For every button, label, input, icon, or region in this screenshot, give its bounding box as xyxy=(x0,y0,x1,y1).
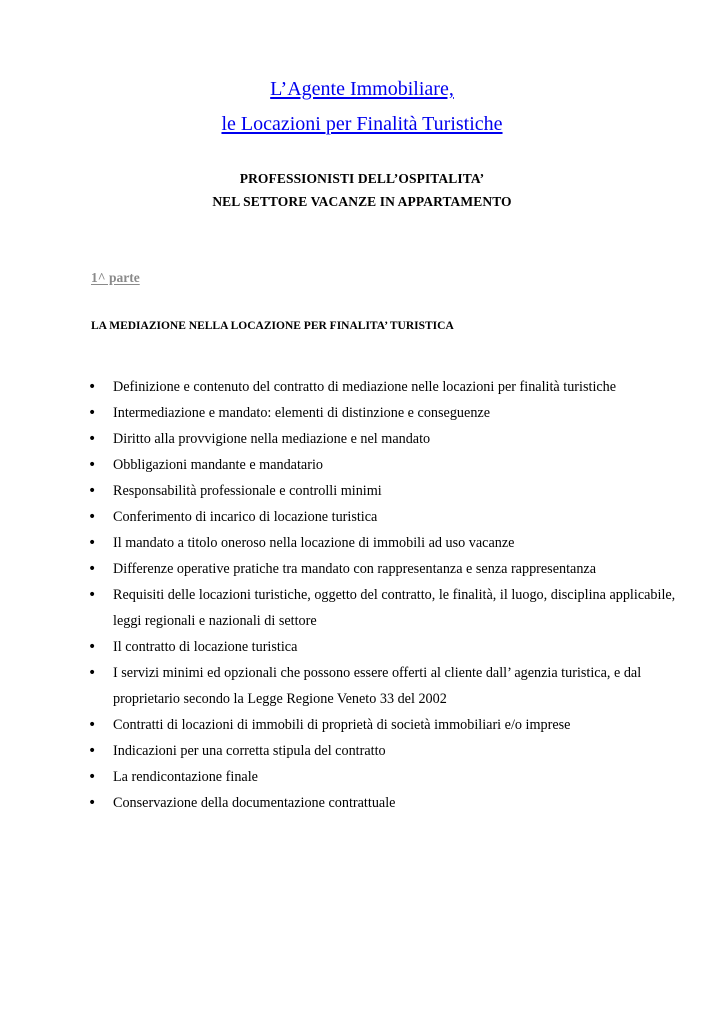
list-item-text: Il contratto di locazione turistica xyxy=(113,639,298,655)
list-item xyxy=(0,374,724,400)
list-item-text: Intermediazione e mandato: elementi di distinzione e conseguenze xyxy=(113,405,491,421)
document-title-line-1[interactable]: L’Agente Immobiliare, xyxy=(270,78,454,100)
list-item xyxy=(0,582,724,634)
bullet-icon: • xyxy=(88,639,97,655)
list-item xyxy=(0,634,724,660)
list-item-text: Indicazioni per una corretta stipula del contratto xyxy=(113,743,386,759)
list-item xyxy=(0,504,724,530)
part-label: 1^ parte xyxy=(91,270,140,285)
list-item xyxy=(0,400,724,426)
bullet-icon: • xyxy=(88,769,97,785)
list-item-text: Responsabilità professionale e controlli minimi xyxy=(113,483,382,499)
list-item xyxy=(0,530,724,556)
bullet-icon: • xyxy=(88,379,97,395)
list-item xyxy=(0,712,724,738)
bullet-icon: • xyxy=(88,535,97,551)
list-item-text: Definizione e contenuto del contratto di mediazione nelle locazioni per finalità turistiche xyxy=(113,379,617,395)
bullet-icon: • xyxy=(88,587,97,603)
list-item xyxy=(0,556,724,582)
bullet-icon: • xyxy=(88,405,97,421)
bullet-icon: • xyxy=(88,483,97,499)
list-item-text: Diritto alla provvigione nella mediazione e nel mandato xyxy=(113,431,431,447)
list-item xyxy=(0,478,724,504)
subtitle-line-1: PROFESSIONISTI DELL’OSPITALITA’ xyxy=(239,171,485,186)
list-item-text: I servizi minimi ed opzionali che possono essere offerti al cliente dall’ agenzia turistica, e dal proprietario secondo la Legge Regione Veneto 33 del 2002 xyxy=(113,665,642,707)
list-item-text: Conferimento di incarico di locazione turistica xyxy=(113,509,378,525)
list-item xyxy=(0,790,724,816)
bullet-icon: • xyxy=(88,431,97,447)
list-item xyxy=(0,452,724,478)
bullet-icon: • xyxy=(88,665,97,681)
list-item xyxy=(0,426,724,452)
bullet-icon: • xyxy=(88,743,97,759)
list-item-text: Requisiti delle locazioni turistiche, oggetto del contratto, le finalità, il luogo, disciplina applicabile, leggi regionali e nazionali di settore xyxy=(113,587,676,629)
section-heading: LA MEDIAZIONE NELLA LOCAZIONE PER FINALITA’ TURISTICA xyxy=(91,320,454,332)
list-item-text: Differenze operative pratiche tra mandato con rappresentanza e senza rappresentanza xyxy=(113,561,597,577)
list-item xyxy=(0,738,724,764)
list-item xyxy=(0,660,724,712)
bullet-icon: • xyxy=(88,509,97,525)
list-item xyxy=(0,764,724,790)
list-item-text: Contratti di locazioni di immobili di proprietà di società immobiliari e/o imprese xyxy=(113,717,571,733)
list-item-text: Conservazione della documentazione contrattuale xyxy=(113,795,396,811)
bullet-icon: • xyxy=(88,795,97,811)
bullet-icon: • xyxy=(88,561,97,577)
list-item-text: Obbligazioni mandante e mandatario xyxy=(113,457,323,473)
bullet-icon: • xyxy=(88,457,97,473)
subtitle-line-2: NEL SETTORE VACANZE IN APPARTAMENTO xyxy=(212,194,512,209)
topics-bullet-list xyxy=(0,374,724,816)
bullet-icon: • xyxy=(88,717,97,733)
list-item-text: La rendicontazione finale xyxy=(113,769,258,785)
list-item-text: Il mandato a titolo oneroso nella locazione di immobili ad uso vacanze xyxy=(113,535,515,551)
document-title-line-2[interactable]: le Locazioni per Finalità Turistiche xyxy=(221,113,503,135)
